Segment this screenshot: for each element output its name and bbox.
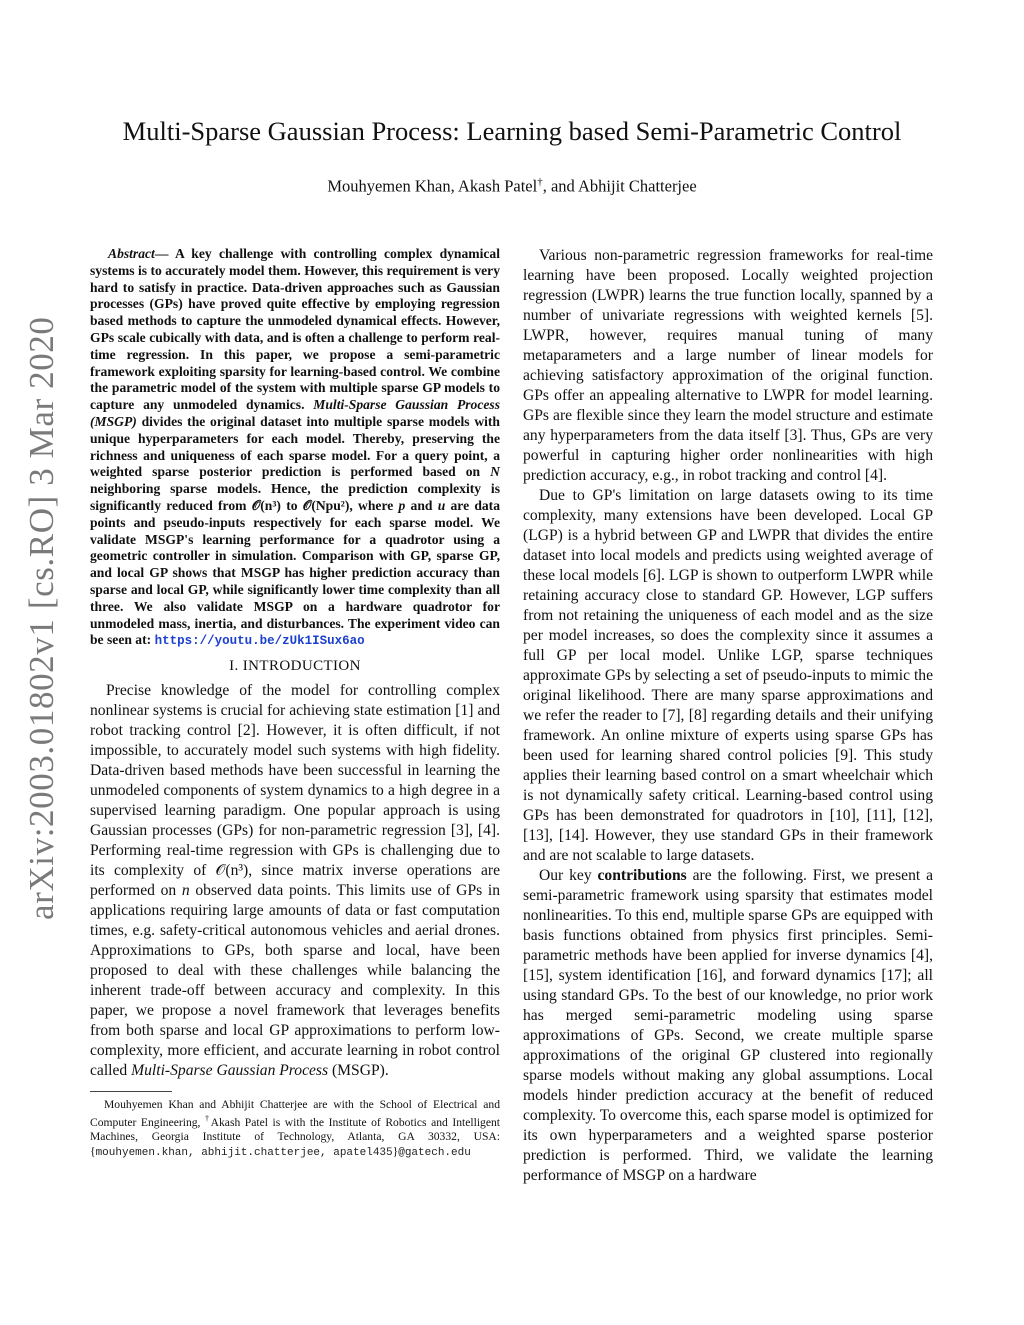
footnote-text-2: Akash Patel is with the Institute of Robotics and Intelligent Machines, Georgia Institute of Technology, Atlanta, GA 30332, USA: { <box>90 1116 501 1158</box>
abstract-paragraph <box>90 246 500 650</box>
abstract <box>90 246 500 650</box>
paper-title: Multi-Sparse Gaussian Process: Learning based Semi-Parametric Control <box>122 116 902 146</box>
abstract-text-5: , where <box>349 497 399 513</box>
intro-text-3: observed data points. This limits use of GPs in applications requiring large amounts of data or fast computation times, e.g. safety-critical autonomous vehicles and aerial drones. Approximations to GPs, both sparse and local, have been proposed to deal with these challenges while balancing the inherent trade-off between accuracy and complexity. In this paper, we propose a novel framework that leverages benefits from both sparse and local GP approximations to perform low-complexity, more efficient, and accurate learning in robot control called <box>90 882 500 1080</box>
abstract-label: Abstract <box>108 246 155 261</box>
math-complexity-sparse: 𝒪(Npu²) <box>302 497 350 513</box>
footnote-domain: @gatech.edu <box>398 1146 471 1159</box>
introduction-body <box>90 681 500 1081</box>
math-complexity-full: 𝒪(n³) <box>251 497 281 513</box>
footnote-text-1: Mouhyemen Khan and Abhijit Chatterjee are with the School of Electrical and Computer Engineering, <box>90 1098 500 1130</box>
math-n: n <box>181 882 190 900</box>
footnote-emails: mouhyemen.khan, abhijit.chatterjee, apatel435 <box>95 1146 393 1159</box>
intro-method-name: Multi-Sparse Gaussian Process <box>131 1062 329 1080</box>
abstract-text-1: A key challenge with controlling complex dynamical systems is to accurately model them. However, this requirement is very hard to satisfy in practice. Data-driven approaches such as Gaussian processes (GPs) have proved quite effective by employing regression based methods to capture the unmodeled dynamical effects. However, GPs scale cubically with data, and is often a challenge to perform real-time regression. In this paper, we propose a semi-parametric framework exploiting sparsity for learning-based control. We combine the parametric model of the system with multiple sparse GP models to capture any unmodeled dynamics. <box>90 246 500 413</box>
math-N: N <box>490 464 500 480</box>
contrib-text-1: Our key <box>539 867 598 884</box>
right-paragraph-2: Due to GP's limitation on large datasets owing to its time complexity, many extensions have been developed. Local GP (LGP) is a hybrid between GP and LWPR that divides the entire dataset into local models and predicts using weighted average of these local models [6]. LGP is shown to outperform LWPR while retaining accuracy close to standard GP. However, LGP suffers from not retaining the uniqueness of each model and as the size per model increases, so does the complexity since it assumes a full GP per local model. Unlike LGP, sparse techniques approximate GPs by selecting a set of pseudo-inputs to mimic the original likelihood. There are many sparse approximations and we refer the reader to [7], [8] regarding details and their unifying framework. An online mixture of experts using sparse GPs has been used for learning shared control policies [9]. This study applies their learning based control on a smart wheelchair which is not dynamically safety critical. Learning-based control using GPs has been demonstrated for quadrotors in [10], [11], [12], [13], [14]. However, they use standard GPs in their framework and are not scalable to large datasets. <box>523 487 933 864</box>
abstract-text-4: to <box>280 497 303 513</box>
abstract-dash: — <box>154 246 175 261</box>
authors-part-1: Mouhyemen Khan, Akash Patel <box>327 176 538 196</box>
abstract-method-name: Multi-Sparse Gaussian Process (MSGP) <box>90 397 500 429</box>
right-column-body <box>523 246 933 1186</box>
math-complexity: 𝒪(n³) <box>215 862 249 880</box>
abstract-text-3: neighboring sparse models. Hence, the prediction complexity is significantly reduced from <box>90 481 500 513</box>
intro-text-4: (MSGP). <box>328 1062 389 1080</box>
abstract-text-2: divides the original dataset into multiple sparse models with unique hyperparameters for each model. Thereby, preserving the richness and uniqueness of each sparse model. For a query point, a weighted sparse posterior prediction is performed based on <box>90 413 500 480</box>
abstract-text-7: are data points and pseudo-inputs respectively for each sparse model. We validate MSGP's learning performance for a quadrotor using a geometric controller in simulation. Comparison with GP, sparse GP, and local GP shows that MSGP has higher prediction accuracy than sparse and local GP, while significantly lower time complexity than all three. We also validate MSGP on a hardware quadrotor for unmodeled mass, inertia, and disturbances. The experiment video can be seen at: <box>90 497 501 648</box>
section-heading-introduction: I. INTRODUCTION <box>229 658 361 675</box>
contributions-keyword: contributions <box>597 867 687 884</box>
author-affiliation-mark: † <box>537 176 543 188</box>
affiliation-footnote <box>90 1098 500 1160</box>
author-list <box>0 176 1024 197</box>
footnote-text-3: } <box>392 1144 399 1158</box>
intro-text-2: , since matrix inverse operations are performed on <box>90 862 500 900</box>
right-column <box>523 246 933 1186</box>
arxiv-identifier: arXiv:2003.01802v1 [cs.RO] 3 Mar 2020 <box>22 316 61 920</box>
left-column <box>90 246 500 1160</box>
authors-part-2: , and Abhijit Chatterjee <box>542 176 697 196</box>
math-u: u <box>437 497 446 513</box>
right-paragraph-3 <box>523 866 933 1186</box>
footnote-rule <box>90 1091 172 1092</box>
contrib-text-2: are the following. First, we present a semi-parametric framework using sparsity that estimates model nonlinearities. To this end, multiple sparse GPs are equipped with basis functions obtained from physics first principles. Semi-parametric methods have been applied for inverse dynamics [4], [15], system identification [16], and forward dynamics [17]; all using standard GPs. To the best of our knowledge, no prior work has merged semi-parametric modeling using sparse approximations of GPs. Second, we create multiple sparse approximations of the original GP clustered into regionally sparse models without making any global assumptions. Local models hinder prediction accuracy at the benefit of reduced complexity. To overcome this, each sparse model is optimized for its own hyperparameters and a weighted sparse posterior prediction is performed. Third, we validate the learning performance of MSGP on a hardware <box>523 867 933 1184</box>
video-link[interactable]: https://youtu.be/zUk1ISux6ao <box>154 634 365 649</box>
intro-paragraph-1 <box>90 681 500 1081</box>
abstract-text-6: and <box>405 497 438 513</box>
right-paragraph-1: Various non-parametric regression frameworks for real-time learning have been proposed. Locally weighted projection regression (LWPR) learns the true function locally, spanned by a number of univariate regressions with weighted kernels [5]. LWPR, however, requires manual tuning of many metaparameters and a large number of linear models for achieving satisfactory approximation of the original function. GPs offer an appealing alternative to LWPR for model learning. GPs are flexible since they learn the model structure and estimate any hyperparameters from the data itself [3]. Thus, GPs are very powerful in capturing higher order nonlinearities with high prediction accuracy, e.g., in robot tracking and control [4]. <box>523 247 933 484</box>
math-p: p <box>398 497 406 513</box>
intro-text-1: Precise knowledge of the model for controlling complex nonlinear systems is crucial for achieving state estimation [1] and robot tracking control [2]. However, it is often difficult, if not impossible, to accurately model such systems with high fidelity. Data-driven based methods have been successful in learning the unmodeled components of system dynamics to a high degree in a supervised learning paradigm. One popular approach is using Gaussian processes (GPs) for non-parametric regression [3], [4]. Performing real-time regression with GPs is challenging due to its complexity of <box>90 682 500 880</box>
footnote-mark: † <box>205 1114 211 1124</box>
